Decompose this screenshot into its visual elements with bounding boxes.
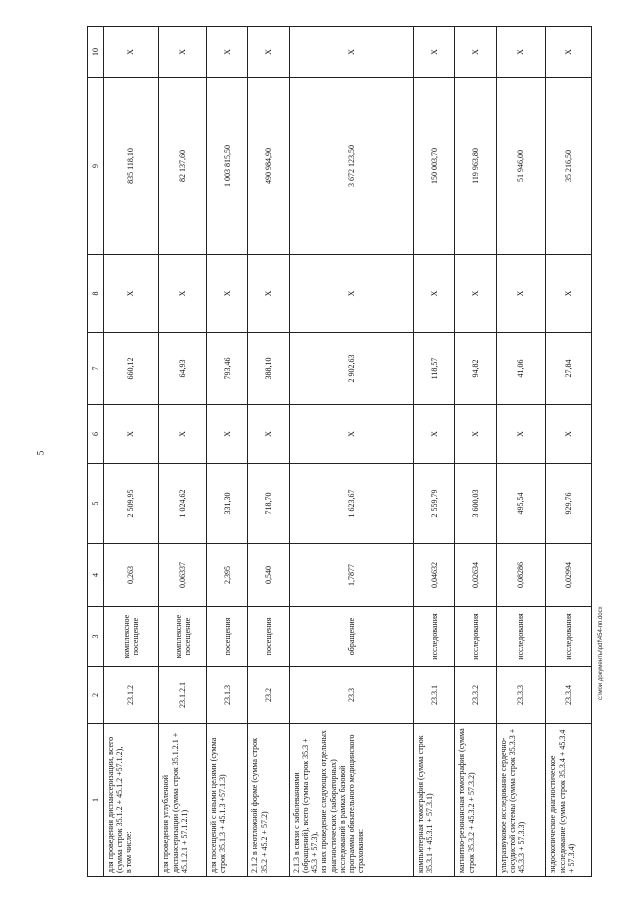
cell-c9: 150 003,70	[413, 78, 454, 255]
column-header: 4	[88, 544, 104, 607]
cell-c3: посещения	[206, 607, 247, 667]
cell-c10: X	[289, 27, 413, 78]
cell-c7: 94,82	[455, 333, 496, 405]
cell-c4: 0,08286	[496, 544, 546, 607]
cell-c8: X	[496, 255, 546, 333]
cell-c8: X	[455, 255, 496, 333]
cell-c9: 35 216,50	[546, 78, 592, 255]
cell-c8: X	[103, 255, 159, 333]
cell-c2: 23.3.2	[455, 667, 496, 724]
cell-c9: 490 984,90	[248, 78, 289, 255]
table-row	[206, 27, 247, 877]
description-line: для проведения диспансеризации, всего (сумма строк 35.1.2 + 45.1.2 +57.1.2),	[105, 736, 124, 873]
cell-c4: 0,04632	[413, 544, 454, 607]
row-description	[248, 724, 289, 877]
cell-c9: 3 672 123,50	[289, 78, 413, 255]
description-line: из них проведение следующих отдельных диагностических (лабораторных) исследований в рамках базовой программы обязательного медицинского страхования:	[319, 730, 366, 873]
cell-c4: 2,395	[206, 544, 247, 607]
table-row	[413, 27, 454, 877]
cell-c8: X	[289, 255, 413, 333]
cell-c5: 929,76	[546, 464, 592, 544]
column-header: 6	[88, 405, 104, 464]
cell-c3: посещения	[248, 607, 289, 667]
cell-c7: 793,46	[206, 333, 247, 405]
cell-c3: комплексное посещение	[159, 607, 207, 667]
row-description	[413, 724, 454, 877]
row-description	[546, 724, 592, 877]
cell-c4: 0,02994	[546, 544, 592, 607]
table-row	[289, 27, 413, 877]
tariff-table	[87, 26, 592, 877]
cell-c7: 388,10	[248, 333, 289, 405]
cell-c10: X	[546, 27, 592, 78]
cell-c10: X	[455, 27, 496, 78]
cell-c5: 2 509,95	[103, 464, 159, 544]
description-line: в том числе:	[123, 831, 133, 873]
cell-c6: X	[496, 405, 546, 464]
file-path-footer: c:\мои документы\pdf\454-пп.docx	[598, 606, 604, 700]
column-header: 7	[88, 333, 104, 405]
cell-c6: X	[103, 405, 159, 464]
page-number: 5	[35, 450, 46, 456]
cell-c7: 41,06	[496, 333, 546, 405]
cell-c5: 1 024,62	[159, 464, 207, 544]
cell-c4: 0,540	[248, 544, 289, 607]
cell-c10: X	[159, 27, 207, 78]
cell-c2: 23.1.2.1	[159, 667, 207, 724]
cell-c6: X	[289, 405, 413, 464]
cell-c4: 0,06337	[159, 544, 207, 607]
cell-c2: 23.3.4	[546, 667, 592, 724]
header-row	[88, 27, 104, 877]
cell-c7: 2 902,63	[289, 333, 413, 405]
description-line: эндоскопическое диагностическое исследование (сумма строк 35.3.4 + 45.3.4 + 57.3.4)	[548, 729, 576, 873]
table-body	[88, 27, 592, 877]
cell-c3: обращение	[289, 607, 413, 667]
cell-c6: X	[455, 405, 496, 464]
row-description	[206, 724, 247, 877]
column-header: 1	[88, 724, 104, 877]
cell-c2: 23.1.2	[103, 667, 159, 724]
cell-c4: 0,263	[103, 544, 159, 607]
description-line: ультразвуковое исследование сердечно-сосудистой системы (сумма строк 35.3.3 + 45.3.3 + 57.3.3)	[498, 728, 527, 873]
cell-c6: X	[413, 405, 454, 464]
row-description	[159, 724, 207, 877]
cell-c8: X	[413, 255, 454, 333]
cell-c9: 82 137,60	[159, 78, 207, 255]
table-row	[496, 27, 546, 877]
cell-c8: X	[159, 255, 207, 333]
table-row	[159, 27, 207, 877]
row-description	[289, 724, 413, 877]
description-line: магнитно-резонансная томография (сумма строк 35.3.2 + 45.3.2 + 57.3.2)	[457, 728, 476, 873]
cell-c2: 23.2	[248, 667, 289, 724]
row-description	[496, 724, 546, 877]
cell-c3: исследования	[546, 607, 592, 667]
column-header: 9	[88, 78, 104, 255]
description-line: для посещений с иными целями (сумма строк 35.1.3 + 45.1.3 +57.1.3)	[208, 737, 228, 873]
rotated-table-container	[87, 27, 592, 877]
cell-c2: 23.3	[289, 667, 413, 724]
table-row	[546, 27, 592, 877]
cell-c6: X	[248, 405, 289, 464]
cell-c5: 495,54	[496, 464, 546, 544]
cell-c6: X	[206, 405, 247, 464]
cell-c10: X	[103, 27, 159, 78]
cell-c2: 23.1.3	[206, 667, 247, 724]
cell-c7: 660,12	[103, 333, 159, 405]
table-row	[455, 27, 496, 877]
column-header: 10	[88, 27, 104, 78]
cell-c6: X	[546, 405, 592, 464]
cell-c10: X	[413, 27, 454, 78]
cell-c9: 119 963,80	[455, 78, 496, 255]
cell-c6: X	[159, 405, 207, 464]
column-header: 3	[88, 607, 104, 667]
cell-c5: 3 600,03	[455, 464, 496, 544]
cell-c8: X	[248, 255, 289, 333]
cell-c4: 0,02634	[455, 544, 496, 607]
cell-c5: 718,70	[248, 464, 289, 544]
description-line: 2.1.3 в связи с заболеваниями (обращений), всего (сумма строк 35.3 + 45.3 + 57.3),	[291, 738, 320, 873]
column-header: 2	[88, 667, 104, 724]
cell-c8: X	[206, 255, 247, 333]
table-row	[103, 27, 159, 877]
row-description	[455, 724, 496, 877]
cell-c7: 27,84	[546, 333, 592, 405]
cell-c10: X	[206, 27, 247, 78]
column-header: 5	[88, 464, 104, 544]
description-line: компьютерная томография (сумма строк 35.3.1 + 45.3.1 + 57.3.1)	[415, 735, 435, 873]
cell-c5: 1 623,67	[289, 464, 413, 544]
cell-c10: X	[248, 27, 289, 78]
cell-c10: X	[496, 27, 546, 78]
cell-c9: 1 003 815,50	[206, 78, 247, 255]
cell-c2: 23.3.3	[496, 667, 546, 724]
table-row	[248, 27, 289, 877]
cell-c7: 64,93	[159, 333, 207, 405]
row-description	[103, 724, 159, 877]
cell-c7: 118,57	[413, 333, 454, 405]
cell-c3: исследования	[413, 607, 454, 667]
cell-c3: исследования	[496, 607, 546, 667]
column-header: 8	[88, 255, 104, 333]
description-line: для проведения углубленной диспансеризации (сумма строк 35.1.2.1 + 45.1.2.1 + 57.1.2.1)	[161, 732, 189, 873]
cell-c3: исследования	[455, 607, 496, 667]
cell-c4: 1,7877	[289, 544, 413, 607]
cell-c5: 331,30	[206, 464, 247, 544]
cell-c8: X	[546, 255, 592, 333]
cell-c3: комплексное посещение	[103, 607, 159, 667]
cell-c2: 23.3.1	[413, 667, 454, 724]
cell-c9: 835 118,10	[103, 78, 159, 255]
cell-c5: 2 559,79	[413, 464, 454, 544]
cell-c9: 51 946,00	[496, 78, 546, 255]
description-line: 2.1.2 в неотложной форме (сумма строк 35.2 + 45.2 + 57.2)	[250, 737, 269, 873]
